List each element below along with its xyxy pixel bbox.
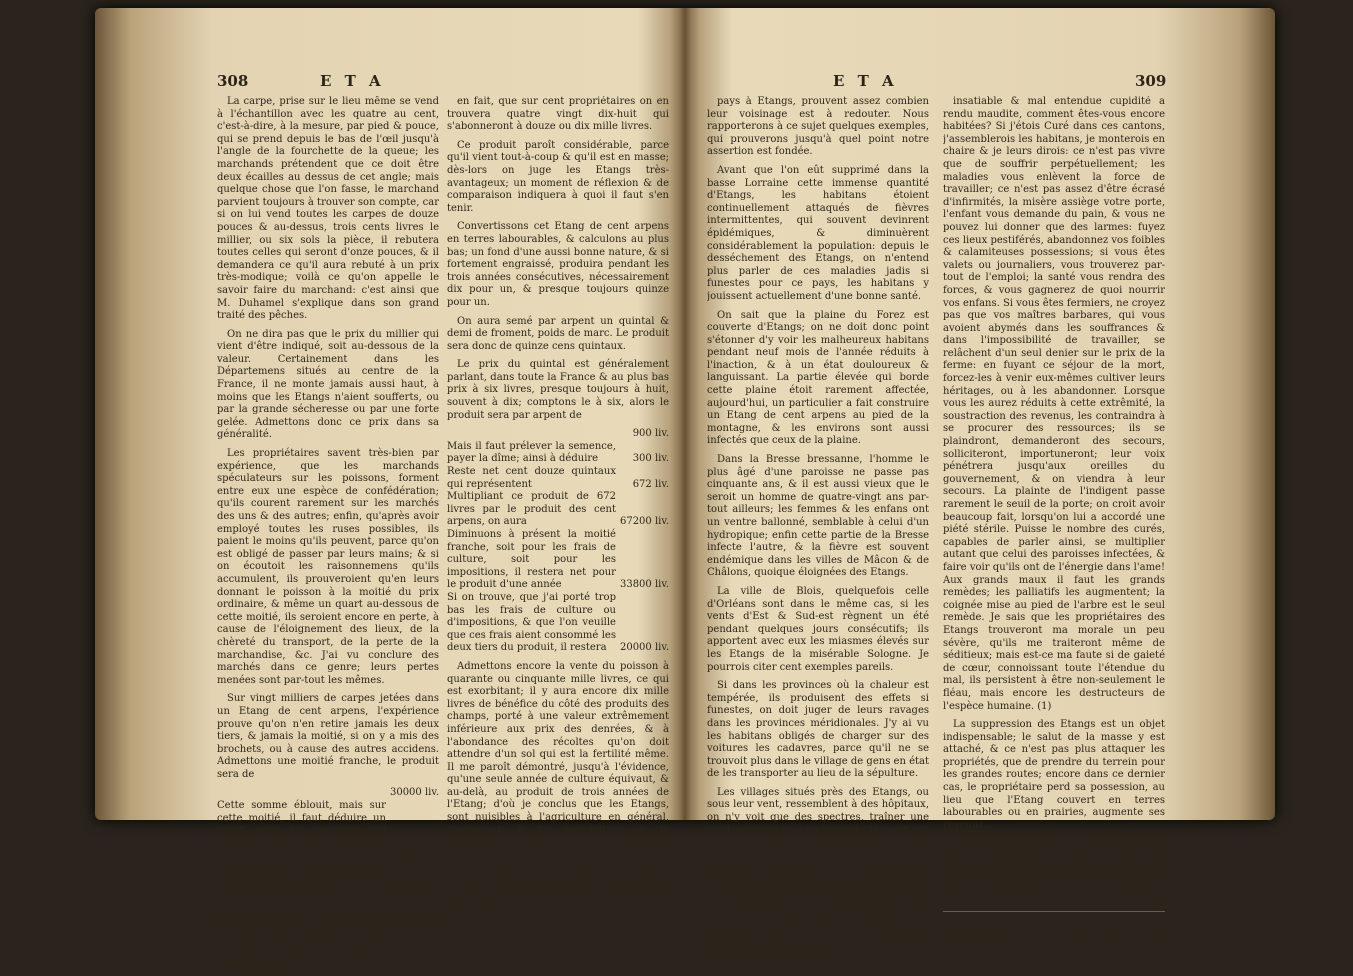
ledger-label: Cette somme éblouit, mais sur cette moitié, il faut déduire un quart pour les poissons qui n'auront pas la grandeur requise, reste donc [217,800,386,862]
paragraph: On aura semé par arpent un quintal & demi de froment, poids de marc. Le produit sera donc de quinze cens quintaux. [447,315,669,352]
ledger-row [447,592,669,655]
ledger-label: Multipliant ce produit de 672 livres par le produit des cent arpens, on aura [447,491,616,528]
right-page [685,8,1275,962]
paragraph: Les villages situés près des Etangs, ou sous leur vent, ressemblent à des hôpitaux, on n'y voit que des spectres, traîner une vie languissante; la pâleur de la mort est sur leur visage, & le principe de la mort circule avec leur sang; on prodigue vainement les remèdes à ces malheureux, ils épuisent le reste de leurs forces & anéantissent leur petite fortune: tant que le foyer du mal existe, le remède est plus dangereux qu'utile. Pour y employer les remèdes avec succès, il faut attendre le retour de l'automne ou de l'hiver. Terre infortunée! terre qu'une [707,786,929,962]
ledger-value: 20000 liv. [389,888,439,900]
paragraph: La suppression des Etangs est un objet indispensable; le salut de la masse y est attaché, & ce n'est pas plus attaquer les propriétés, que de prendre du terrein pour les grandes routes; encore dans ce dernier cas, le propriétaire perd sa possession, au lieu que l'Etang couvert en terres labourables ou en prairies, augmente ses revenus. [943,719,1165,831]
ledger-value: 900 liv. [632,428,669,440]
paragraph: Convertissons cet Etang de cent arpens en terres labourables, & calculons au plus bas; un fond d'une aussi bonne nature, & si fortement engraissé, produira pendant les trois années consécutives, nécessairement dix pour un, & presque toujours quinze pour un. [447,221,669,308]
paragraph: Je demande au propriétaire, s'il lui arrive souvent de retirer cette somme d'un Etang de cent arpens, même en ne comptant pas la mise première de l'alevinage ni ses intérêts? je mets [217,906,439,969]
ledger-row [217,800,439,863]
paragraph: La carpe, prise sur le lieu même se vend à l'échantillon avec les quatre au cent, c'est-à-dire, à la mesure, par pied & pouce, qui se prend depuis le bas de l'œil jusqu'à l'angle de la fourchette de la queue; les marchands prétendent que ce doit être deux écailles au dessus de cet angle; mais quelque chose que l'on fasse, le marchand parvient toujours à trouver son compte, car si on lui vend toutes les carpes de douze pouces & au-dessus, trois cents livres le millier, ou six sols la pièce, il rebutera toutes celles qui seront d'onze pouces, & il demandera ce qu'il aura rebuté à un prix très-modique; voilà ce qu'on appelle le savoir faire du marchand: c'est ainsi que M. Duhamel s'explique dans son grand traité des pêches. [217,96,439,322]
paragraph: Les propriétaires savent très-bien par expérience, que les marchands spéculateurs sur les poissons, forment entre eux une espèce de confédération; qu'ils courent rarement sur les marchés des uns & des autres; enfin, qu'après avoir employé toutes les ruses possibles, ils paient le moins qu'ils peuvent, parce qu'on est obligé de passer par leurs mains; & si on écoutoit les raisonnemens qu'ils accumulent, ils prouveroient qu'en leurs donnant le poisson à la moitié du prix ordinaire, & même un quart au-dessous de cette moitié, ils seroient encore en perte, à cause de l'éloignement des lieux, de la chèreté du transport, de la perte de la marchandise, &c. J'ai vu conclure des marchés dans ce genre; leurs pertes menées sont par-tout les mêmes. [217,448,439,686]
ledger-row [447,491,669,529]
ledger-row [447,428,669,441]
ledger-label [447,428,616,441]
paragraph: en fait, que sur cent propriétaires on en trouvera quatre vingt dix-huit qui s'abonneront à douze ou dix mille livres. [447,96,669,133]
footnote: (1) Ceci est écrit en 1779; depuis cette époque les vœux de notre Auteur s'approchent de leur accomplissement. [943,911,1165,945]
page-number: 309 [1135,72,1167,90]
ledger-value: 20000 liv. [619,642,669,654]
ledger-value: 33800 liv. [619,579,669,591]
paragraph: Dans la Bresse bressanne, l'homme le plus âgé d'une paroisse ne passe pas cinquante ans, & il est aussi vieux que le seroit un homme de quatre-vingt ans par-tout ailleurs; les femmes & les enfans ont un ventre ballonné, semblable à celui d'un hydropique; enfin cette partie de la Bresse infecte l'autre, & la fièvre est souvent endémique dans les villes de Mâcon & de Châlons, quoique éloignées des Etangs. [707,454,929,579]
ledger-value: 300 liv. [632,453,669,465]
ledger-row [217,863,439,888]
left-column-2 [447,96,669,918]
ledger-row [447,529,669,592]
left-page [95,8,685,969]
ledger-label: Diminuons à présent la moitié franche, soit pour les frais de culture, soit pour les impositions, il restera net pour le produit d'une année [447,529,616,591]
ledger-value: 30000 liv. [389,787,439,799]
paragraph: Sur vingt milliers de carpes jetées dans un Etang de cent arpens, l'expérience prouve qu'on n'en retire jamais les deux tiers, & jamais la moitié, si on y a mis des brochets, ou à cause des autres accidens. Admettons une moitié franche, le produit sera de [217,693,439,780]
ledger-value: 5000 liv. [396,875,439,887]
ledger-row [217,888,439,901]
running-head: E T A [320,72,385,90]
paragraph: On ne dira pas que le prix du millier qui vient d'être indiqué, soit au-dessous de la valeur. Certainement dans les Départemens situés au centre de la France, il ne monte jamais aussi haut, à moins que les Etangs n'aient soufferts, ou par la grande sécheresse ou par une forte gelée. Admettons donc ce prix dans sa généralité. [217,328,439,441]
paragraph: Si les communautés ne suivent pas les sages conseils que je suppose donnés par le curé, elles doivent s'assembler, constater par des procès verbaux bien en règle: 1.° le nombre des ha- [943,838,1165,900]
paragraph: Avant que l'on eût supprimé dans la basse Lorraine cette immense quantité d'Etangs, les habitans étoient continuellement attaqués de fièvres intermittentes, qui souvent devinrent épidémiques, & diminuèrent considérablement la population: depuis le desséchement des Etangs, on n'entend plus parler de ces maladies jadis si funestes pour ce pays, les habitans y jouissent actuellement d'une bonne santé. [707,164,929,302]
ledger-row [447,466,669,491]
paragraph: pays à Etangs, prouvent assez combien leur voisinage est à redouter. Nous rapporterons à ce sujet quelques exemples, qui prouverons jusqu'à quel point notre assertion est fondée. [707,96,929,158]
paragraph: Les maladies endémiques qui règnent dans les [447,887,669,911]
ledger-value: 25000 liv. [389,850,439,862]
ledger-label: Reste net cent douze quintaux qui représentent [447,466,616,490]
paragraph: Admettons encore la vente du poisson à quarante ou cinquante mille livres, ce qui est exorbitant; il y aura encore dix mille livres de bénéfice du côté des produits des champs, porté à une valeur extrêmement inférieure aux prix des denrées, & à l'abondance des récoltes qu'on doit attendre d'un sol qui est la fertilité même. Il me paroît démontré, jusqu'à l'évidence, qu'une seule année de culture équivaut, & au-delà, au produit de trois années de l'Etang; d'où je conclus que les Etangs, sont nuisibles à l'agriculture en général, s'opposent à la population, à la multiplication des bestiaux & sont préjudiciables aux propriétaires. [447,660,669,861]
ledger-row [217,787,439,800]
ledger-label: La somme totale sera de [217,888,342,900]
right-column-1 [707,96,929,969]
ledger-value: 672 liv. [632,478,669,490]
paragraph: Ce produit paroît considérable, parce qu'il vient tout-à-coup & qu'il est en masse; dès-lors on juge les Etangs très-avantageux; un moment de réflexion & de comparaison indiquera à quoi il faut s'en tenir. [447,139,669,214]
paragraph: Le prix du quintal est généralement parlant, dans toute la France & au plus bas prix à six livres, presque toujours à huit, souvent à dix; comptons le à six, alors le produit sera par arpent de [447,359,669,421]
ledger-row [447,441,669,466]
open-book [95,8,1275,969]
ledger-table [217,787,439,900]
left-column-1 [217,96,439,976]
right-column-2 [943,96,1165,945]
ledger-table [447,428,669,655]
section-heading: De l'influence des Etangs sur la santé. [460,868,656,880]
running-head: E T A [833,72,898,90]
paragraph: Si dans les provinces où la chaleur est tempérée, ils produisent des effets si funestes, on doit juger de leurs ravages dans les provinces méridionales. J'y ai vu les habitans obligés de charger sur des voitures les cadavres, parce qu'il ne se trouvoit plus dans le village de gens en état de les transporter au lieu de la sépulture. [707,680,929,780]
paragraph: On sait que la plaine du Forez est couverte d'Etangs; on ne doit donc point s'étonner d'y voir les malheureux habitans pendant neuf mois de l'année réduits à l'inaction, & à un état douloureux & languissant. La partie élevée qui borde cette plaine étoit rarement affectée, aujourd'hui, un particulier a fait construire un Etang de cent arpens au pied de la montagne, & les environs sont aussi infectés que ceux de la plaine. [707,309,929,447]
paragraph: insatiable & mal entendue cupidité a rendu maudite, comment êtes-vous encore habitées? Si j'étois Curé dans ces cantons, j'assemblerois les habitans, je monterois en chaire & je leurs dirois: ce n'est pas vivre que de souffrir perpétuellement; les maladies vous enlèvent la force de travailler; ce n'est pas assez d'être écrasé d'infirmités, la misère assiège votre porte, l'enfant vous demande du pain, & vous ne pouvez lui donner que des larmes: fuyez ces lieux pestiférés, abandonnez vos foibles & calamiteuses possessions; si vous êtes valets ou journaliers, vous trouverez par-tout de l'emploi; la santé vous rendra des forces, & vous gagnerez de quoi nourrir vos enfans. Si vous êtes fermiers, ne croyez pas que vos maîtres barbares, qui vous avoient abymés dans les souffrances & dans l'impossibilité de travailler, se relâchent d'un seul denier sur le prix de la ferme: en fuyant ce séjour de la mort, forcez-les à venir eux-mêmes cultiver leurs héritages, ou à les abandonner. Lorsque vous les aurez réduits à cette extrêmité, la soustraction des revenus, les contraindra à se procurer des ressources; ils se plaindront, demanderont des secours, solliciteront, importuneront; leur voix pénétrera jusqu'aux oreilles du gouvernement, & on viendra à leur secours. La plainte de l'indigent passe rarement le seuil de la porte; on croit avoir beaucoup fait, lorsqu'on lui a accordé une piété stérile. Puisse le nombre des curés, capables de parler ainsi, se multiplier autant que celui des paroisses infectées, & faire voir qu'ils ont de l'énergie dans l'ame! Aux grands maux il faut les grands remèdes; les palliatifs les augmentent; la coignée mise au pied de l'arbre est le seul remède. Je sais que les propriétaires des Etangs trouveront ma morale un peu sévère, qu'ils me traiteront même de séditieux; mais est-ce ma faute si de gaieté de cœur, connoissant toute l'étendue du mal, ils persistent à être non-seulement le fléau, mais encore les destructeurs de l'espèce humaine. (1) [943,96,1165,712]
ledger-label [217,787,386,800]
ledger-value: 67200 liv. [619,516,669,528]
ledger-label: Mais il faut prélever la semence, payer la dîme; ainsi à déduire [447,440,616,465]
ledger-label: Admettons que l'autre quart sera vendu [217,863,386,887]
ledger-label: Si on trouve, que j'ai porté trop bas les frais de culture ou d'impositions, & que l'on veuille que ces frais aient consommé les deux tiers du produit, il restera [447,591,616,654]
page-number: 308 [217,72,249,90]
paragraph: La ville de Blois, quelquefois celle d'Orléans sont dans le même cas, si les vents d'Est & Sud-est règnent un été pendant quelques jours consécutifs; ils apportent avec eux les miasmes élevés sur les Etangs de la misérable Sologne. Je pourrois citer cent exemples pareils. [707,585,929,673]
